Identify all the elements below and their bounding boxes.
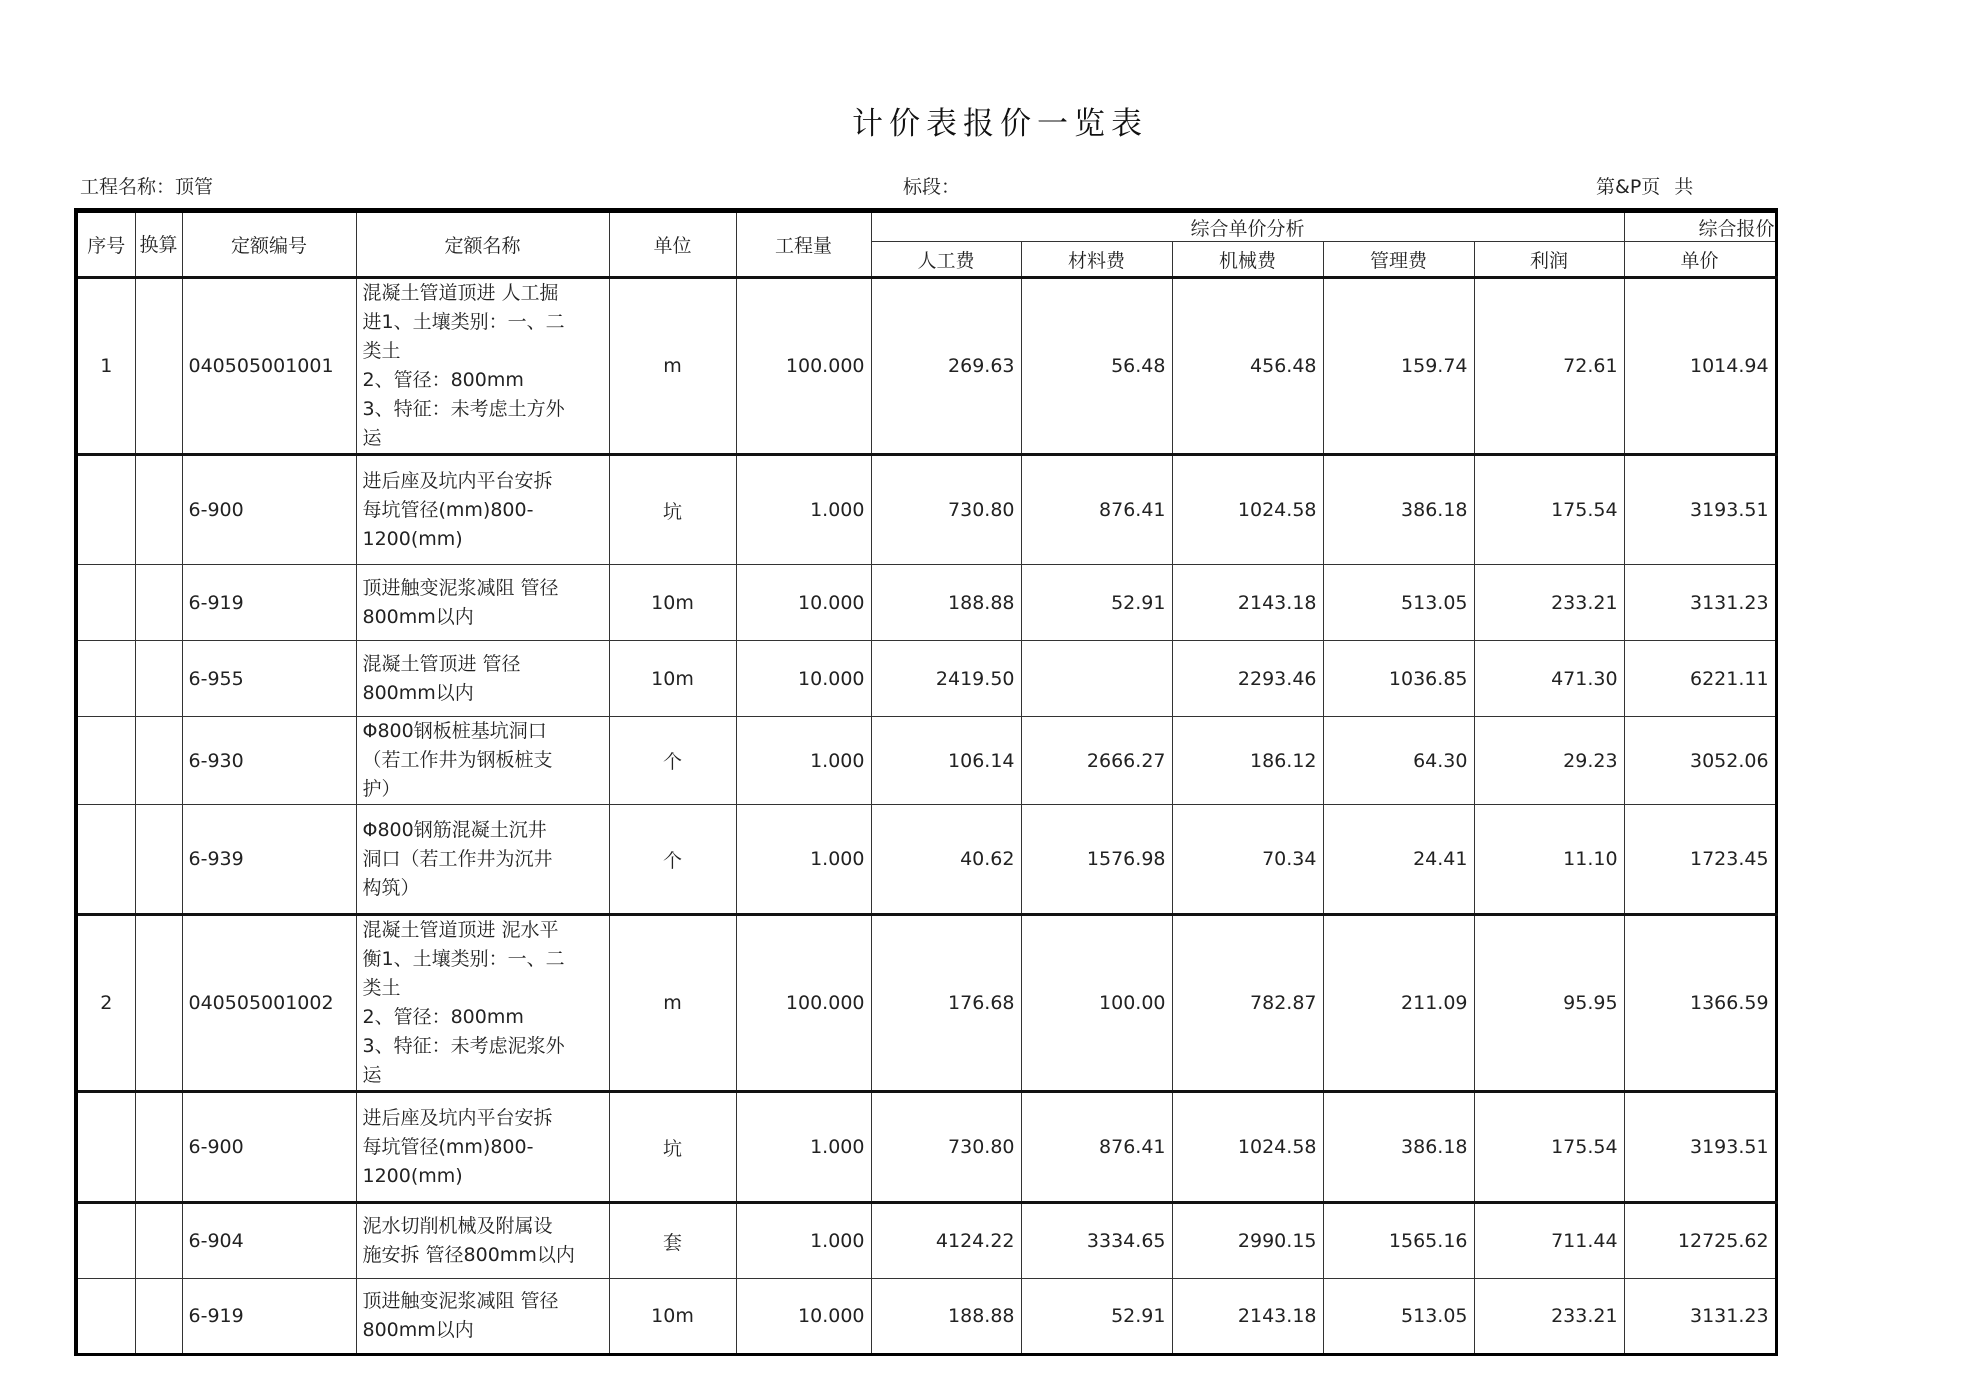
row-unit-price: 1366.59 <box>1624 915 1776 1092</box>
row-seq <box>76 565 135 641</box>
row-unit: 套 <box>609 1203 736 1279</box>
table-row <box>76 1279 1776 1355</box>
row-profit: 233.21 <box>1474 1279 1624 1355</box>
row-quota-code: 6-955 <box>182 641 356 717</box>
row-quota-code: 6-939 <box>182 805 356 915</box>
row-machine: 70.34 <box>1172 805 1323 915</box>
table-row <box>76 805 1776 915</box>
page-total-label: 共 <box>1674 176 1694 198</box>
row-quantity: 100.000 <box>736 278 871 455</box>
row-quantity: 1.000 <box>736 805 871 915</box>
row-conversion <box>135 1203 182 1279</box>
header-seq: 序号 <box>76 211 135 278</box>
row-profit: 95.95 <box>1474 915 1624 1092</box>
row-quantity: 1.000 <box>736 717 871 805</box>
row-quantity: 10.000 <box>736 1279 871 1355</box>
row-conversion <box>135 455 182 565</box>
row-quota-code: 040505001002 <box>182 915 356 1092</box>
row-quota-code: 6-919 <box>182 565 356 641</box>
header-profit: 利润 <box>1474 242 1624 278</box>
row-conversion <box>135 641 182 717</box>
page-title: 计价表报价一览表 <box>852 106 1148 142</box>
row-unit-price: 6221.11 <box>1624 641 1776 717</box>
header-machine: 机械费 <box>1172 242 1323 278</box>
row-unit: 10m <box>609 1279 736 1355</box>
row-machine: 2143.18 <box>1172 1279 1323 1355</box>
row-machine: 1024.58 <box>1172 1092 1323 1203</box>
row-labor: 188.88 <box>871 565 1021 641</box>
row-quota-name: 顶进触变泥浆减阻 管径 800mm以内 <box>356 565 609 641</box>
row-management: 513.05 <box>1323 565 1474 641</box>
row-management: 159.74 <box>1323 278 1474 455</box>
row-quota-name: Φ800钢板桩基坑洞口 （若工作井为钢板桩支 护） <box>356 717 609 805</box>
row-material <box>1021 641 1172 717</box>
row-machine: 2293.46 <box>1172 641 1323 717</box>
header-quota-name: 定额名称 <box>356 211 609 278</box>
quote-table <box>74 208 1778 1356</box>
row-seq: 2 <box>76 915 135 1092</box>
table-row <box>76 278 1776 455</box>
row-unit: 个 <box>609 805 736 915</box>
row-quantity: 1.000 <box>736 455 871 565</box>
row-quota-code: 040505001001 <box>182 278 356 455</box>
row-quota-code: 6-900 <box>182 455 356 565</box>
row-material: 1576.98 <box>1021 805 1172 915</box>
row-profit: 233.21 <box>1474 565 1624 641</box>
table-row <box>76 641 1776 717</box>
row-profit: 175.54 <box>1474 455 1624 565</box>
row-unit: 坑 <box>609 1092 736 1203</box>
row-quota-code: 6-919 <box>182 1279 356 1355</box>
header-unit: 单位 <box>609 211 736 278</box>
row-unit: m <box>609 278 736 455</box>
table-row <box>76 1092 1776 1203</box>
row-labor: 730.80 <box>871 1092 1021 1203</box>
row-conversion <box>135 805 182 915</box>
section-label: 标段： <box>903 176 961 198</box>
row-seq <box>76 641 135 717</box>
row-unit-price: 3131.23 <box>1624 565 1776 641</box>
row-profit: 711.44 <box>1474 1203 1624 1279</box>
page-indicator <box>1596 172 1707 199</box>
header-unit-price: 单价 <box>1624 242 1776 278</box>
row-management: 386.18 <box>1323 455 1474 565</box>
header-conversion: 换算 <box>135 211 182 278</box>
row-labor: 40.62 <box>871 805 1021 915</box>
row-machine: 456.48 <box>1172 278 1323 455</box>
row-seq <box>76 717 135 805</box>
row-unit: 10m <box>609 565 736 641</box>
row-conversion <box>135 1279 182 1355</box>
row-material: 100.00 <box>1021 915 1172 1092</box>
row-machine: 186.12 <box>1172 717 1323 805</box>
row-profit: 29.23 <box>1474 717 1624 805</box>
row-quantity: 1.000 <box>736 1092 871 1203</box>
row-machine: 2143.18 <box>1172 565 1323 641</box>
row-quantity: 1.000 <box>736 1203 871 1279</box>
row-unit-price: 3131.23 <box>1624 1279 1776 1355</box>
row-material: 52.91 <box>1021 565 1172 641</box>
header-material: 材料费 <box>1021 242 1172 278</box>
row-quantity: 10.000 <box>736 641 871 717</box>
row-management: 513.05 <box>1323 1279 1474 1355</box>
row-unit-price: 12725.62 <box>1624 1203 1776 1279</box>
row-unit-price: 3193.51 <box>1624 455 1776 565</box>
row-labor: 2419.50 <box>871 641 1021 717</box>
row-management: 64.30 <box>1323 717 1474 805</box>
row-quota-name: 进后座及坑内平台安拆 每坑管径(mm)800- 1200(mm) <box>356 455 609 565</box>
project-name: 工程名称：顶管 <box>80 176 214 198</box>
row-profit: 11.10 <box>1474 805 1624 915</box>
row-unit-price: 3193.51 <box>1624 1092 1776 1203</box>
row-quantity: 100.000 <box>736 915 871 1092</box>
row-unit: m <box>609 915 736 1092</box>
row-material: 56.48 <box>1021 278 1172 455</box>
row-quota-name: 混凝土管顶进 管径 800mm以内 <box>356 641 609 717</box>
row-seq <box>76 455 135 565</box>
table-row <box>76 717 1776 805</box>
table-row <box>76 455 1776 565</box>
page-number-label: 第&P页 <box>1596 176 1661 198</box>
table-row <box>76 1203 1776 1279</box>
table-row <box>76 915 1776 1092</box>
row-labor: 4124.22 <box>871 1203 1021 1279</box>
row-labor: 176.68 <box>871 915 1021 1092</box>
row-management: 386.18 <box>1323 1092 1474 1203</box>
row-quota-name: 泥水切削机械及附属设 施安拆 管径800mm以内 <box>356 1203 609 1279</box>
row-labor: 730.80 <box>871 455 1021 565</box>
row-management: 211.09 <box>1323 915 1474 1092</box>
row-seq <box>76 1092 135 1203</box>
row-management: 1565.16 <box>1323 1203 1474 1279</box>
row-labor: 188.88 <box>871 1279 1021 1355</box>
row-management: 1036.85 <box>1323 641 1474 717</box>
row-seq <box>76 1203 135 1279</box>
header-unit-price-analysis: 综合单价分析 <box>871 211 1624 242</box>
row-conversion <box>135 1092 182 1203</box>
row-quantity: 10.000 <box>736 565 871 641</box>
header-labor: 人工费 <box>871 242 1021 278</box>
row-seq <box>76 805 135 915</box>
header-quota-code: 定额编号 <box>182 211 356 278</box>
row-profit: 72.61 <box>1474 278 1624 455</box>
row-labor: 106.14 <box>871 717 1021 805</box>
row-profit: 175.54 <box>1474 1092 1624 1203</box>
row-conversion <box>135 915 182 1092</box>
row-seq <box>76 1279 135 1355</box>
row-machine: 1024.58 <box>1172 455 1323 565</box>
row-seq: 1 <box>76 278 135 455</box>
row-labor: 269.63 <box>871 278 1021 455</box>
row-quota-name: 混凝土管道顶进 人工掘 进1、土壤类别：一、二 类土 2、管径：800mm 3、特征：未考虑土方外 运 <box>356 278 609 455</box>
row-unit: 10m <box>609 641 736 717</box>
row-quota-code: 6-900 <box>182 1092 356 1203</box>
row-unit-price: 1014.94 <box>1624 278 1776 455</box>
row-unit-price: 1723.45 <box>1624 805 1776 915</box>
row-machine: 782.87 <box>1172 915 1323 1092</box>
row-quota-code: 6-930 <box>182 717 356 805</box>
row-quota-name: 混凝土管道顶进 泥水平 衡1、土壤类别：一、二 类土 2、管径：800mm 3、特征：未考虑泥浆外 运 <box>356 915 609 1092</box>
row-machine: 2990.15 <box>1172 1203 1323 1279</box>
row-conversion <box>135 717 182 805</box>
row-material: 876.41 <box>1021 455 1172 565</box>
row-profit: 471.30 <box>1474 641 1624 717</box>
row-conversion <box>135 565 182 641</box>
header-total-quote: 综合报价 <box>1624 211 1776 242</box>
row-quota-code: 6-904 <box>182 1203 356 1279</box>
row-management: 24.41 <box>1323 805 1474 915</box>
row-unit: 坑 <box>609 455 736 565</box>
header-quantity: 工程量 <box>736 211 871 278</box>
header-management: 管理费 <box>1323 242 1474 278</box>
row-material: 2666.27 <box>1021 717 1172 805</box>
row-quota-name: 进后座及坑内平台安拆 每坑管径(mm)800- 1200(mm) <box>356 1092 609 1203</box>
row-quota-name: Φ800钢筋混凝土沉井 洞口（若工作井为沉井 构筑） <box>356 805 609 915</box>
row-material: 52.91 <box>1021 1279 1172 1355</box>
row-quota-name: 顶进触变泥浆减阻 管径 800mm以内 <box>356 1279 609 1355</box>
row-conversion <box>135 278 182 455</box>
row-unit-price: 3052.06 <box>1624 717 1776 805</box>
table-row <box>76 565 1776 641</box>
row-material: 3334.65 <box>1021 1203 1172 1279</box>
row-unit: 个 <box>609 717 736 805</box>
row-material: 876.41 <box>1021 1092 1172 1203</box>
